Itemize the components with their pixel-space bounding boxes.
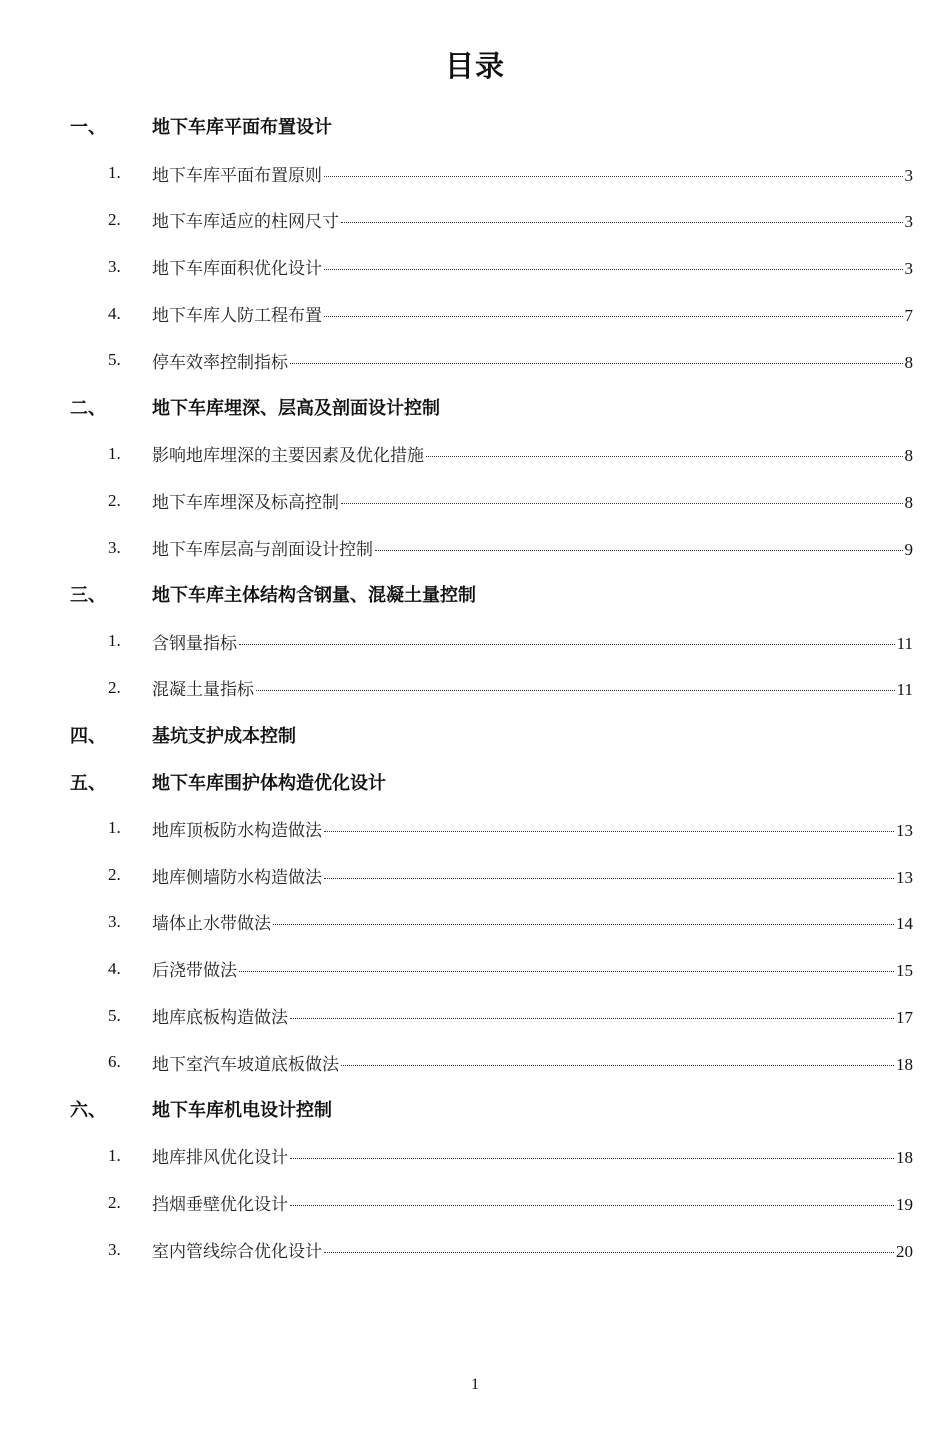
toc-item-page: 20 — [896, 1242, 913, 1262]
page-number: 1 — [471, 1376, 479, 1393]
dot-leader — [341, 503, 903, 504]
dot-leader — [426, 456, 903, 457]
toc-item-number: 5. — [108, 1005, 121, 1025]
toc-item-number: 2. — [108, 490, 121, 510]
toc-item-title: 地下室汽车坡道底板做法 — [152, 1054, 339, 1075]
toc-item[interactable] — [0, 665, 950, 712]
toc-item-number: 1. — [108, 631, 121, 651]
toc-item-page: 3 — [904, 259, 913, 279]
toc-item-page: 13 — [896, 820, 913, 840]
toc-item-line — [152, 1190, 913, 1215]
toc-item-title: 地下车库层高与剖面设计控制 — [152, 540, 373, 561]
toc-item-number: 3. — [108, 256, 121, 276]
toc-item-page: 8 — [904, 352, 913, 372]
toc-item-line — [152, 1143, 913, 1168]
dot-leader — [341, 222, 903, 223]
toc-item[interactable] — [0, 150, 950, 197]
toc-item-page: 3 — [904, 165, 913, 185]
dot-leader — [290, 1158, 894, 1159]
toc-item-title: 地下车库适应的柱网尺寸 — [152, 212, 339, 233]
page-title: 目录 — [444, 49, 505, 83]
toc-item-page: 11 — [896, 680, 913, 700]
toc-section-number: 三、 — [70, 585, 106, 607]
dot-leader — [324, 176, 903, 177]
toc-item-title: 地下车库人防工程布置 — [152, 306, 322, 327]
toc-item-number: 1. — [108, 163, 121, 183]
toc-item-line — [152, 675, 913, 700]
toc-section-title: 地下车库主体结构含钢量、混凝土量控制 — [152, 585, 476, 607]
toc-item-page: 11 — [896, 633, 913, 653]
toc-item[interactable] — [0, 852, 950, 899]
dot-leader — [290, 1018, 894, 1019]
toc-section-number: 二、 — [70, 398, 106, 420]
toc-item-number: 2. — [108, 209, 121, 229]
toc-item-number: 3. — [108, 1239, 121, 1259]
toc-item-page: 15 — [896, 961, 913, 981]
toc-section-number: 一、 — [70, 117, 106, 139]
toc-item-page: 8 — [904, 446, 913, 466]
toc-item-line — [152, 629, 913, 654]
toc-section[interactable] — [0, 1086, 950, 1133]
toc-section-title: 地下车库围护体构造优化设计 — [152, 772, 386, 794]
toc-item[interactable] — [0, 945, 950, 992]
toc-item-line — [152, 1003, 913, 1028]
toc-item-line — [152, 301, 913, 326]
toc-item-number: 5. — [108, 350, 121, 370]
dot-leader — [256, 690, 895, 691]
toc-section-number: 五、 — [70, 772, 106, 794]
toc-item-line — [152, 909, 913, 934]
toc-item-number: 2. — [108, 865, 121, 885]
dot-leader — [290, 1205, 894, 1206]
toc-item-page: 7 — [904, 306, 913, 326]
toc-item-line — [152, 348, 913, 373]
toc-item-title: 挡烟垂壁优化设计 — [152, 1195, 288, 1216]
toc-item-number: 4. — [108, 303, 121, 323]
toc-item[interactable] — [0, 1179, 950, 1226]
dot-leader — [239, 644, 895, 645]
toc-item-title: 地下车库平面布置原则 — [152, 165, 322, 186]
toc-item[interactable] — [0, 243, 950, 290]
toc-section-number: 四、 — [70, 725, 106, 747]
dot-leader — [375, 550, 903, 551]
toc-item-page: 8 — [904, 493, 913, 513]
toc-item-number: 1. — [108, 1145, 121, 1165]
toc-item-number: 1. — [108, 818, 121, 838]
toc-item-line — [152, 535, 913, 560]
toc-item-title: 后浇带做法 — [152, 961, 237, 982]
toc-item-line — [152, 441, 913, 466]
toc-item-title: 室内管线综合优化设计 — [152, 1242, 322, 1263]
toc-item[interactable] — [0, 899, 950, 946]
toc-item-line — [152, 488, 913, 513]
toc-item[interactable] — [0, 290, 950, 337]
toc-section[interactable] — [0, 758, 950, 805]
toc-item-title: 影响地库埋深的主要因素及优化措施 — [152, 446, 424, 467]
dot-leader — [341, 1065, 894, 1066]
toc-item-page: 19 — [896, 1195, 913, 1215]
toc-item-number: 2. — [108, 1192, 121, 1212]
toc-section-title: 地下车库埋深、层高及剖面设计控制 — [152, 398, 440, 420]
toc-item-page: 18 — [896, 1148, 913, 1168]
toc-item-title: 含钢量指标 — [152, 633, 237, 654]
toc-section[interactable] — [0, 711, 950, 758]
dot-leader — [273, 924, 894, 925]
dot-leader — [324, 316, 903, 317]
toc-item[interactable] — [0, 805, 950, 852]
toc-item[interactable] — [0, 477, 950, 524]
toc-item-title: 地库排风优化设计 — [152, 1148, 288, 1169]
toc-item-title: 地库底板构造做法 — [152, 1008, 288, 1029]
toc-item[interactable] — [0, 524, 950, 571]
dot-leader — [239, 971, 894, 972]
toc-item[interactable] — [0, 431, 950, 478]
toc-section[interactable] — [0, 384, 950, 431]
toc-item-number: 3. — [108, 537, 121, 557]
toc-item-line — [152, 863, 913, 888]
dot-leader — [324, 269, 903, 270]
toc-item-number: 6. — [108, 1052, 121, 1072]
toc-item-number: 1. — [108, 443, 121, 463]
toc-item-title: 混凝土量指标 — [152, 680, 254, 701]
toc-item-title: 地下车库面积优化设计 — [152, 259, 322, 280]
toc-item-line — [152, 207, 913, 232]
toc-section[interactable] — [0, 103, 950, 150]
toc-item-page: 18 — [896, 1054, 913, 1074]
toc-item[interactable] — [0, 337, 950, 384]
toc-item-line — [152, 1237, 913, 1262]
toc-item[interactable] — [0, 197, 950, 244]
toc-section-title: 地下车库机电设计控制 — [152, 1100, 332, 1122]
toc-item-line — [152, 254, 913, 279]
toc-item-page: 14 — [896, 914, 913, 934]
toc-item[interactable] — [0, 1226, 950, 1273]
toc-item-line — [152, 956, 913, 981]
toc-item-title: 地库顶板防水构造做法 — [152, 820, 322, 841]
toc-section-title: 基坑支护成本控制 — [152, 725, 296, 747]
toc-item[interactable] — [0, 992, 950, 1039]
toc-item-title: 墙体止水带做法 — [152, 914, 271, 935]
toc-item-number: 4. — [108, 958, 121, 978]
toc-item-line — [152, 1050, 913, 1075]
dot-leader — [324, 878, 894, 879]
toc-section[interactable] — [0, 571, 950, 618]
toc-item-page: 9 — [904, 540, 913, 560]
dot-leader — [324, 1252, 894, 1253]
dot-leader — [324, 831, 894, 832]
toc-section-title: 地下车库平面布置设计 — [152, 117, 332, 139]
toc-item[interactable] — [0, 1039, 950, 1086]
toc-section-number: 六、 — [70, 1100, 106, 1122]
toc-item-title: 停车效率控制指标 — [152, 352, 288, 373]
toc-item-page: 3 — [904, 212, 913, 232]
toc-item-title: 地库侧墙防水构造做法 — [152, 867, 322, 888]
toc-item-number: 2. — [108, 677, 121, 697]
toc-item-page: 17 — [896, 1008, 913, 1028]
toc-item-title: 地下车库埋深及标高控制 — [152, 493, 339, 514]
dot-leader — [290, 363, 903, 364]
toc-item-line — [152, 816, 913, 841]
toc-item[interactable] — [0, 1133, 950, 1180]
toc-item-page: 13 — [896, 867, 913, 887]
table-of-contents — [0, 103, 950, 1273]
toc-item[interactable] — [0, 618, 950, 665]
toc-item-line — [152, 161, 913, 186]
toc-item-number: 3. — [108, 911, 121, 931]
